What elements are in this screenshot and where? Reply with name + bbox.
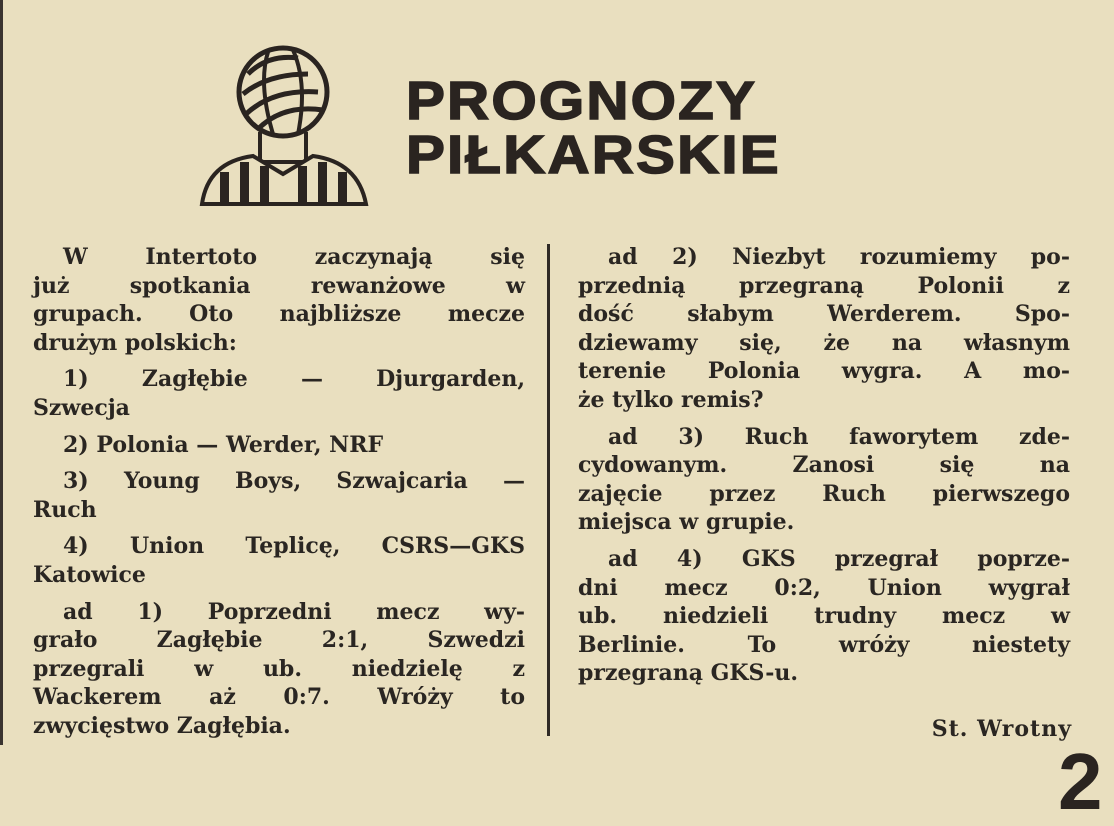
text-line: zajęcie przez Ruch pierwszego: [578, 480, 1070, 507]
text-line: dziewamy się, że na własnym: [578, 329, 1070, 356]
text-line: drużyn polskich:: [33, 329, 237, 356]
text-line: Ruch: [33, 496, 97, 523]
paragraph: [33, 532, 525, 589]
text-line: 2) Polonia — Werder, NRF: [63, 431, 384, 458]
text-line: ad 2) Niezbyt rozumiemy po-: [608, 244, 1070, 270]
text-line: grało Zagłębie 2:1, Szwedzi: [33, 627, 525, 654]
headline-line-1: PROGNOZY: [406, 71, 758, 131]
football-head-illustration: [198, 44, 370, 206]
text-line: przegraną GKS-u.: [578, 660, 798, 687]
text-line: 1) Zagłębie — Djurgarden,: [63, 366, 525, 393]
text-line: terenie Polonia wygra. A mo-: [578, 358, 1070, 385]
text-line: 3) Young Boys, Szwajcaria —: [63, 468, 525, 495]
headline-line-2: PIŁKARSKIE: [406, 125, 781, 185]
paragraph: [33, 467, 525, 524]
column-divider: [547, 244, 550, 736]
text-line: Wackerem aż 0:7. Wróży to: [33, 684, 525, 711]
paragraph: [33, 431, 525, 460]
text-line: Katowice: [33, 561, 146, 588]
text-line: W Intertoto zaczynają się: [63, 244, 525, 270]
text-line: 4) Union Teplicę, CSRS—GKS: [63, 533, 525, 560]
text-line: dni mecz 0:2, Union wygrał: [578, 574, 1070, 601]
paragraph: [578, 243, 1070, 415]
paragraph: [578, 423, 1070, 537]
paragraph: [578, 545, 1070, 688]
text-line: zwycięstwo Zagłębia.: [33, 712, 291, 739]
page-edge: [0, 0, 3, 745]
text-line: Szwecja: [33, 394, 130, 421]
article-left-column: [33, 243, 525, 749]
text-line: ad 3) Ruch faworytem zde-: [608, 423, 1070, 450]
text-line: miejsca w grupie.: [578, 509, 795, 536]
text-line: już spotkania rewanżowe w: [33, 272, 525, 299]
paragraph: [33, 243, 525, 357]
text-line: grupach. Oto najbliższe mecze: [33, 301, 525, 328]
text-line: że tylko remis?: [578, 386, 764, 413]
text-line: ad 1) Poprzedni mecz wy-: [63, 598, 525, 625]
text-line: przegrali w ub. niedzielę z: [33, 655, 525, 682]
paragraph: [33, 365, 525, 422]
text-line: Berlinie. To wróży niestety: [578, 631, 1070, 658]
paragraph: [33, 598, 525, 741]
page-number: 2: [1058, 737, 1103, 826]
author-signature: St. Wrotny: [931, 716, 1072, 742]
text-line: ub. niedzieli trudny mecz w: [578, 603, 1070, 630]
text-line: dość słabym Werderem. Spo-: [578, 301, 1070, 328]
text-line: cydowanym. Zanosi się na: [578, 452, 1070, 479]
text-line: przednią przegraną Polonii z: [578, 272, 1070, 299]
text-line: ad 4) GKS przegrał poprze-: [608, 545, 1070, 572]
article-right-column: [578, 243, 1070, 696]
